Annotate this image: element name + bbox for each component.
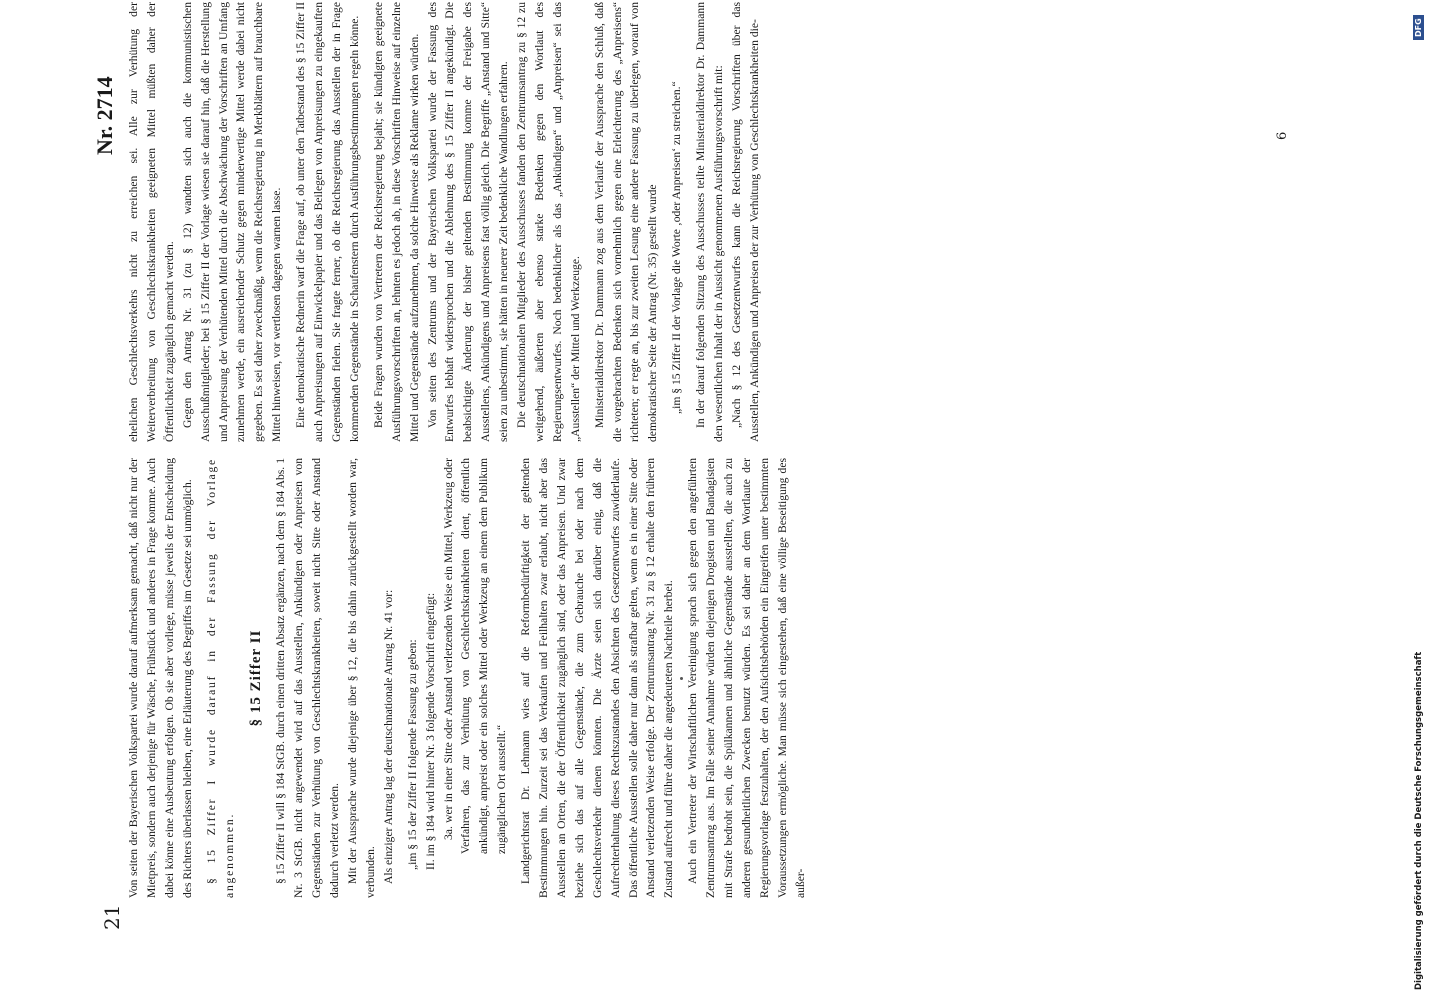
paragraph: ehelichen Geschlechtsverkehrs nicht zu erreichen sei. Alle zur Verhütung der Weiterverbreitung von Geschlechtskrankheiten geeigneten Mittel müßten daher der Öffentlichkeit zugänglich gemacht werden. xyxy=(127,2,176,442)
quote: „im § 15 Ziffer II der Vorlage die Worte ‚oder Anpreisen‘ zu streichen.“ xyxy=(670,81,684,414)
paragraph: § 15 Ziffer II will § 184 StGB. durch einen dritten Absatz ergänzen, nach dem § 184 Abs. 1 Nr. 3 StGB. nicht angewendet wird auf das Ausstellen, Ankündigen oder Anpreisen von Gegenständen zur Verhütung von Geschlechtskrankheiten, soweit nicht Sitte oder Anstand dadurch verletzt werden. xyxy=(274,458,342,898)
text-column-right xyxy=(125,2,1290,442)
text-column-left xyxy=(125,458,1290,898)
digitization-imprint: Digitalisierung gefördert durch die Deutsche Forschungsgemeinschaft xyxy=(1414,651,1424,990)
quote: 3a. wer in einer Sitte oder Anstand verletzenden Weise ein Mittel, Werkzeug oder Verfahren, das zur Verhütung von Geschlechtskrankheiten dient, öffentlich ankündigt, anpreist oder ein solches Mittel oder Werkzeug an einem dem Publikum zugänglichen Ort ausstellt.“ xyxy=(441,458,509,854)
quote: II. im § 184 wird hinter Nr. 3 folgende Vorschrift eingefügt: xyxy=(423,592,437,870)
paragraph: Landgerichtsrat Dr. Lehmann wies auf die Reformbedürftigkeit der geltenden Bestimmungen hin. Zurzeit sei das Verkaufen und Feilhalten zwar erlaubt, nicht aber das Ausstellen an Orten, die der Öffentlichkeit zugänglich sind, oder das Anpreisen. Und zwar beziehe sich das auf alle Gegenstände, die zum Gebrauche bei oder nach dem Geschlechtsverkehr dienen könnten. Die Ärzte seien sich darüber einig, daß die Aufrechterhaltung dieses Rechtszustandes den Absichten des Gesetzentwurfes zuwiderlaufe. Das öffentliche Ausstellen solle daher nur dann als strafbar gelten, wenn es in einer Sitte oder Anstand verletzenden Weise erfolge. Der Zentrumsantrag Nr. 31 zu § 12 erhalte den früheren Zustand aufrecht und führe daher die angedeuteten Nachteile herbei. xyxy=(519,458,676,898)
page-number: 21 xyxy=(100,904,124,930)
quote: „im § 15 der Ziffer II folgende Fassung zu geben: xyxy=(405,639,419,870)
paragraph: Als einziger Antrag lag der deutschnationale Antrag Nr. 41 vor: xyxy=(381,589,395,884)
paragraph: Auch ein Vertreter der Wirtschaftlichen Vereinigung sprach sich gegen den angeführten Zentrumsantrag aus. Im Falle seiner Annahme würden diejenigen Drogisten und Bandagisten mit Strafe bedroht sein, die Spülkannen und ähnliche Gegenstände ausstellten, die auch zu anderen gesundheitlichen Zwecken benutzt würden. Es sei daher an dem Wortlaute der Regierungsvorlage festzuhalten, der den Aufsichtsbehörden ein Eingreifen unter bestimmten Voraussetzungen ermögliche. Man müsse sich eingestehen, daß eine völlige Beseitigung des außer- xyxy=(686,458,807,898)
paragraph: Die deutschnationalen Mitglieder des Ausschusses fanden den Zentrumsantrag zu § 12 zu weitgehend, äußerten aber ebenso starke Bedenken gegen den Wortlaut des Regierungsentwurfes. Noch bedenklicher als das „Ankündigen“ und „Anpreisen“ sei das „Ausstellen“ der Mittel und Werkzeuge. xyxy=(515,2,582,442)
paragraph: Gegen den Antrag Nr. 31 (zu § 12) wandten sich auch die kommunistischen Ausschußmitglieder; bei § 15 Ziffer II der Vorlage wiesen sie darauf hin, daß die Herstellung und Anpreisung der Verhütenden Mittel durch die Abschwächung der Vorschriften an Umfang zunehmen werde, ein ausreichender Schutz gegen minderwertige Mittel werde dabei nicht gegeben. Es sei daher zweckmäßig, wenn die Reichsregierung in Merkblättern auf brauchbare Mittel hinweisen, vor wertlosen dagegen warnen lasse. xyxy=(180,2,284,442)
paragraph: Ministerialdirektor Dr. Dammann zog aus dem Verlaufe der Aussprache den Schluß, daß die vorgebrachten Bedenken sich vornehmlich gegen eine Erleichterung des „Anpreisens“ richteten; er regte an, bis zur zweiten Lesung eine andere Fassung zu überlegen, worauf von demokratischer Seite der Antrag (Nr. 35) gestellt wurde xyxy=(592,2,660,442)
paragraph: Eine demokratische Rednerin warf die Frage auf, ob unter den Tatbestand des § 15 Ziffer II auch Anpreisungen auf Einwickelpapier und das Beilegen von Anpreisungen zu eingekauften Gegenständen fielen. Sie fragte ferner, ob die Reichsregierung das Ausstellen der in Frage kommenden Gegenstände in Schaufenstern durch Ausführungsbestimmungen regeln könne. xyxy=(294,2,361,442)
scan-speck xyxy=(680,677,683,680)
paragraph: § 15 Ziffer I wurde darauf in der Fassung der Vorlage angenommen. xyxy=(204,458,236,898)
paragraph: Beide Fragen wurden von Vertretern der Reichsregierung bejaht; sie kündigten geeignete Ausführungsvorschriften an, lehnten es jedoch ab, in diese Vorschriften Hinweise auf einzelne Mittel und Gegenstände aufzunehmen, da solche Hinweise als Reklame wirken würden. xyxy=(371,2,421,442)
dfg-logo: DFG xyxy=(1413,15,1424,40)
paragraph: Von seiten der Bayerischen Volkspartei wurde darauf aufmerksam gemacht, daß nicht nur der Mietpreis, sondern auch derjenige für Wäsche, Frühstück und anderes in Frage komme. Auch dabei könne eine Ausbeutung erfolgen. Ob sie aber vorliege, müsse jeweils der Entscheidung des Richters überlassen bleiben, eine Erläuterung des Begriffes im Gesetze sei unmöglich. xyxy=(127,458,194,898)
section-heading: § 15 Ziffer II xyxy=(248,629,265,727)
paragraph: „Nach § 12 des Gesetzentwurfes kann die Reichsregierung Vorschriften über das Ausstellen, Ankündigen und Anpreisen der zur Verhütung von Geschlechtskrankheiten die- xyxy=(730,2,761,442)
paragraph: Von seiten des Zentrums und der Bayerischen Volkspartei wurde der Fassung des Entwurfes lebhaft widersprochen und die Ablehnung des § 15 Ziffer II angekündigt. Die beabsichtigte Änderung der bisher geltenden Bestimmung komme der Freigabe des Ausstellens, Ankündigens und Anpreisens fast völlig gleich. Die Begriffe „Anstand und Sitte“ seien zu unbestimmt, sie hätten in neuerer Zeit bedenkliche Wandlungen erfahren. xyxy=(425,2,511,442)
issue-number: Nr. 2714 xyxy=(92,76,117,155)
paragraph: Mit der Aussprache wurde diejenige über § 12, die bis dahin zurückgestellt worden war, verbunden. xyxy=(345,458,377,898)
paragraph: In der darauf folgenden Sitzung des Ausschusses teilte Ministerialdirektor Dr. Dammann den wesentlichen Inhalt der in Aussicht genommenen Ausführungsvorschrift mit: xyxy=(694,2,726,442)
footer-number: 6 xyxy=(1275,131,1290,140)
